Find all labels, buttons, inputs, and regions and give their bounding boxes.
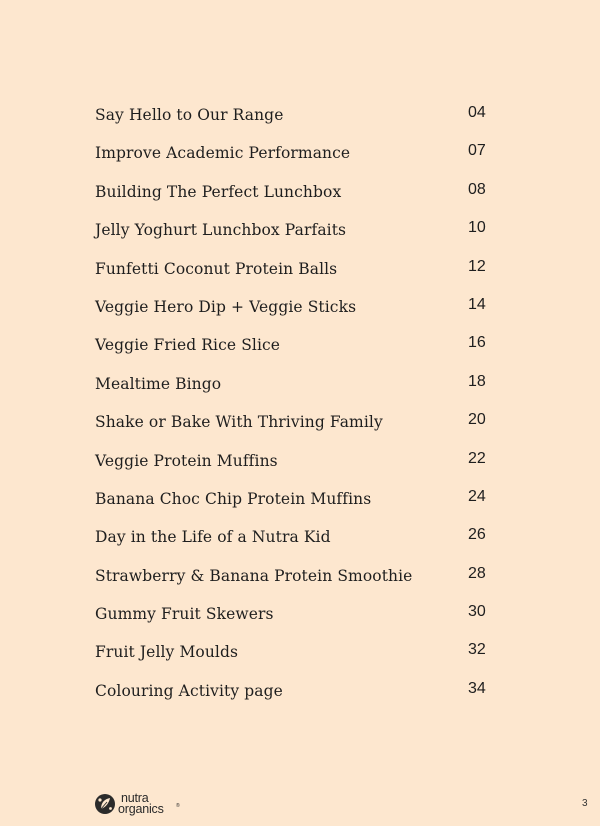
toc-row[interactable] <box>95 405 495 443</box>
nutra-organics-logo <box>94 790 180 818</box>
logo-text-nutra: nutra <box>121 791 149 805</box>
toc-title: Improve Academic Performance <box>95 144 351 163</box>
registered-mark: ® <box>176 803 180 809</box>
toc-page-number: 22 <box>468 449 486 467</box>
toc-row[interactable] <box>95 98 495 136</box>
toc-page-number: 28 <box>468 564 486 582</box>
toc-title: Building The Perfect Lunchbox <box>95 182 342 201</box>
toc-row[interactable] <box>95 482 495 520</box>
toc-title: Say Hello to Our Range <box>95 106 284 124</box>
toc-title: Mealtime Bingo <box>95 374 222 393</box>
toc-page-number: 32 <box>468 641 486 659</box>
toc-row[interactable] <box>95 520 495 558</box>
toc-row[interactable] <box>95 559 495 597</box>
toc-title: Gummy Fruit Skewers <box>95 605 274 624</box>
toc-row[interactable] <box>95 444 495 482</box>
toc-row[interactable] <box>95 635 495 673</box>
logo-text-organics: organics <box>118 802 164 816</box>
logo-wordmark <box>118 791 180 817</box>
toc-row[interactable] <box>95 290 495 328</box>
toc-page-number: 10 <box>468 219 486 237</box>
toc-title: Funfetti Coconut Protein Balls <box>95 259 338 278</box>
table-of-contents <box>95 98 495 712</box>
toc-title: Strawberry & Banana Protein Smoothie <box>95 566 413 585</box>
toc-row[interactable] <box>95 213 495 251</box>
page-number: 3 <box>582 798 588 809</box>
toc-page-number: 30 <box>468 603 486 621</box>
toc-row[interactable] <box>95 136 495 174</box>
toc-row[interactable] <box>95 252 495 290</box>
toc-row[interactable] <box>95 175 495 213</box>
toc-page-number: 18 <box>468 372 486 390</box>
toc-title: Shake or Bake With Thriving Family <box>95 413 383 432</box>
toc-page-number: 26 <box>468 526 486 544</box>
toc-title: Day in the Life of a Nutra Kid <box>95 528 331 547</box>
toc-page-number: 08 <box>468 180 486 198</box>
toc-page-number: 24 <box>468 487 486 505</box>
toc-page-number: 14 <box>468 295 486 313</box>
toc-page-number: 20 <box>468 411 486 429</box>
toc-title: Fruit Jelly Moulds <box>95 643 239 662</box>
toc-title: Veggie Fried Rice Slice <box>95 336 281 355</box>
toc-row[interactable] <box>95 328 495 366</box>
toc-title: Banana Choc Chip Protein Muffins <box>95 489 372 508</box>
toc-page-number: 07 <box>468 142 486 160</box>
toc-page-number: 16 <box>468 334 486 352</box>
toc-title: Colouring Activity page <box>95 681 283 700</box>
toc-row[interactable] <box>95 597 495 635</box>
toc-row[interactable] <box>95 367 495 405</box>
toc-row[interactable] <box>95 674 495 712</box>
toc-title: Veggie Hero Dip + Veggie Sticks <box>95 297 357 316</box>
brand-leaf-icon <box>94 792 116 816</box>
toc-page-number: 34 <box>468 679 486 697</box>
toc-title: Jelly Yoghurt Lunchbox Parfaits <box>95 221 347 240</box>
toc-page-number: 04 <box>468 104 486 121</box>
toc-title: Veggie Protein Muffins <box>95 451 278 470</box>
toc-page-number: 12 <box>468 257 486 275</box>
